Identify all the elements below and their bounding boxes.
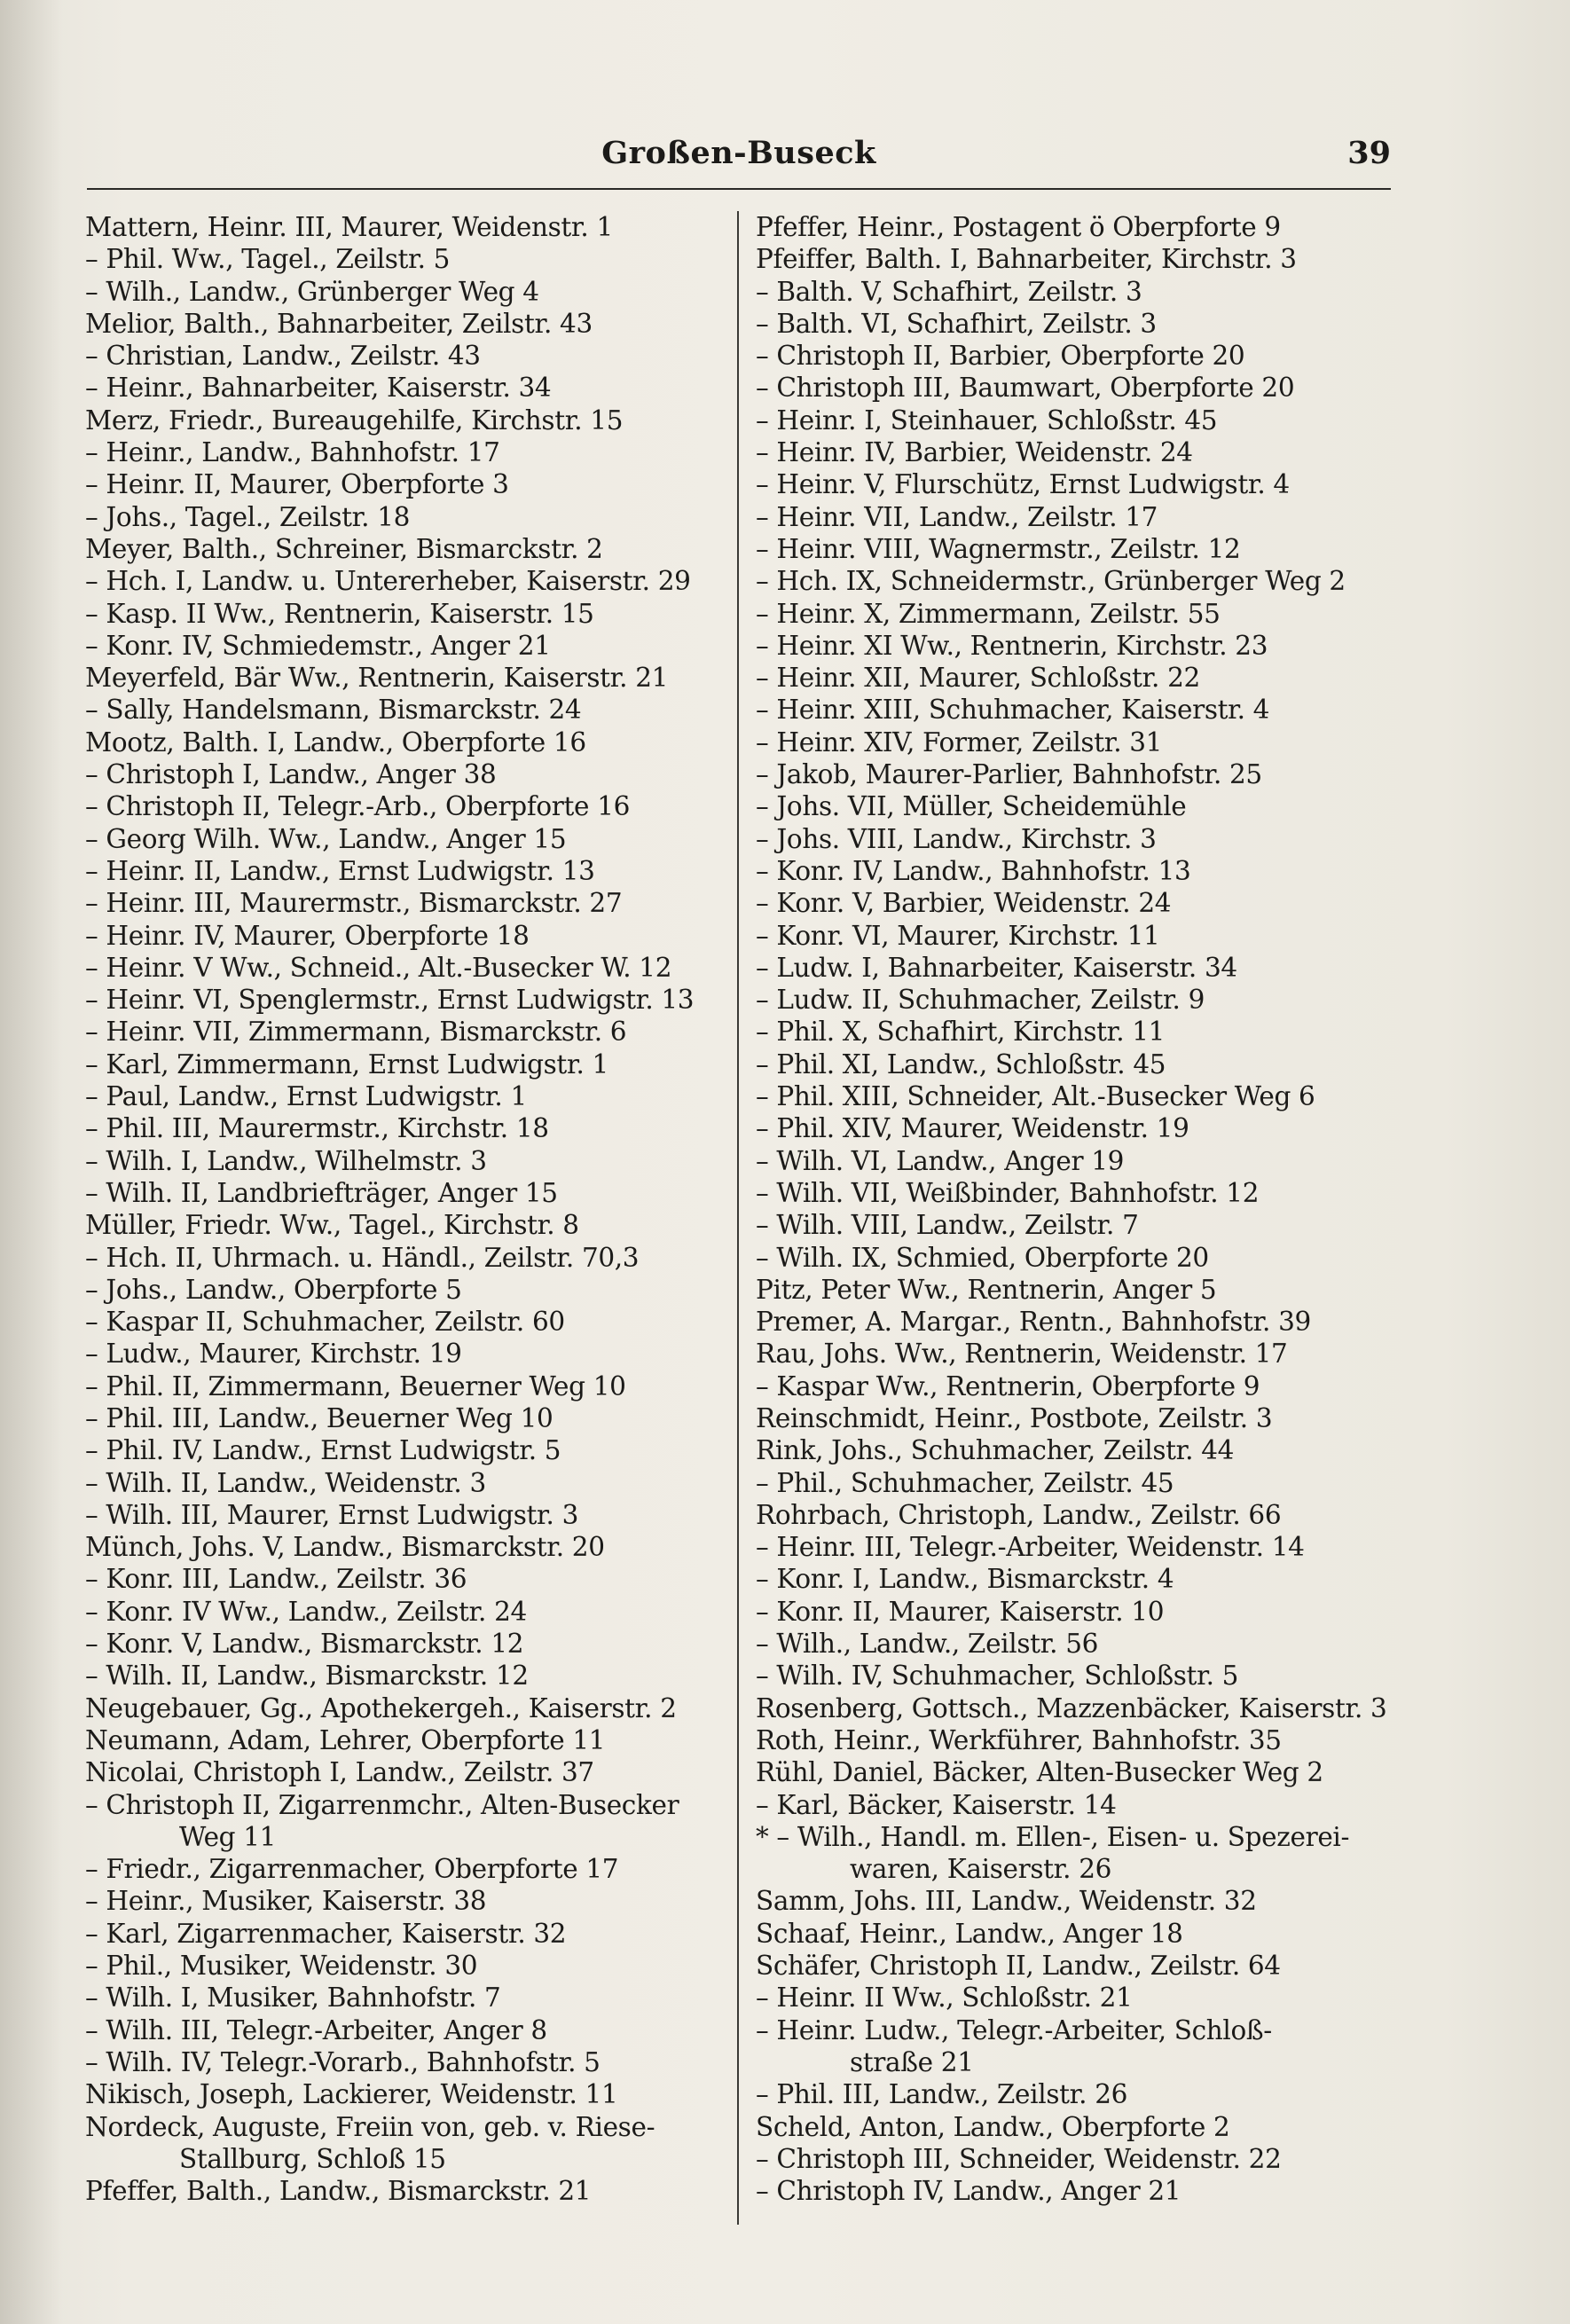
directory-entry: – Heinr. II, Landw., Ernst Ludwigstr. 13	[85, 855, 595, 886]
directory-entry: – Konr. II, Maurer, Kaiserstr. 10	[756, 1596, 1165, 1627]
directory-entry: – Heinr. XII, Maurer, Schloßstr. 22	[756, 663, 1200, 694]
directory-entry: – Heinr. II, Maurer, Oberpforte 3	[85, 469, 509, 500]
directory-entry-continuation: straße 21	[850, 2046, 974, 2077]
directory-entry: – Wilh. II, Landw., Bismarckstr. 12	[85, 1661, 529, 1692]
left-column	[85, 211, 731, 2207]
directory-entry: Rink, Johs., Schuhmacher, Zeilstr. 44	[756, 1435, 1235, 1466]
column-divider	[737, 211, 739, 2225]
directory-entry: – Phil. X, Schafhirt, Kirchstr. 11	[756, 1017, 1166, 1048]
directory-entry: Samm, Johs. III, Landw., Weidenstr. 32	[756, 1886, 1257, 1917]
directory-entry: Mattern, Heinr. III, Maurer, Weidenstr. 1	[85, 212, 613, 242]
directory-entry: Roth, Heinr., Werkführer, Bahnhofstr. 35	[756, 1724, 1282, 1755]
directory-entry: – Hch. I, Landw. u. Untererheber, Kaiserstr. 29	[85, 566, 691, 597]
directory-entry: – Konr. IV Ww., Landw., Zeilstr. 24	[85, 1596, 527, 1627]
directory-entry: – Wilh. VIII, Landw., Zeilstr. 7	[756, 1210, 1139, 1241]
directory-entry: – Heinr. X, Zimmermann, Zeilstr. 55	[756, 598, 1221, 629]
directory-entry-continuation: waren, Kaiserstr. 26	[850, 1854, 1112, 1885]
directory-entry: – Phil., Musiker, Weidenstr. 30	[85, 1951, 478, 1982]
directory-entry: – Heinr. XIII, Schuhmacher, Kaiserstr. 4	[756, 695, 1270, 726]
directory-entry: – Wilh. VI, Landw., Anger 19	[756, 1145, 1125, 1176]
directory-entry: – Konr. I, Landw., Bismarckstr. 4	[756, 1564, 1174, 1595]
directory-entry: – Balth. VI, Schafhirt, Zeilstr. 3	[756, 308, 1157, 339]
directory-entry: – Hch. II, Uhrmach. u. Händl., Zeilstr. 70,3	[85, 1242, 640, 1273]
directory-entry: – Phil., Schuhmacher, Zeilstr. 45	[756, 1467, 1174, 1498]
directory-entry: – Paul, Landw., Ernst Ludwigstr. 1	[85, 1081, 527, 1112]
directory-entry-marked: * – Wilh., Handl. m. Ellen-, Eisen- u. Spezerei-	[756, 1821, 1350, 1852]
directory-entry: – Kasp. II Ww., Rentnerin, Kaiserstr. 15	[85, 598, 594, 629]
directory-entry: – Wilh. I, Landw., Wilhelmstr. 3	[85, 1145, 487, 1176]
directory-entry: Münch, Johs. V, Landw., Bismarckstr. 20	[85, 1532, 605, 1563]
directory-entry: – Kaspar II, Schuhmacher, Zeilstr. 60	[85, 1307, 565, 1338]
directory-entry: Merz, Friedr., Bureaugehilfe, Kirchstr. 15	[85, 404, 624, 436]
directory-entry: – Heinr. VII, Zimmermann, Bismarckstr. 6	[85, 1017, 627, 1048]
directory-entry: Nicolai, Christoph I, Landw., Zeilstr. 37	[85, 1757, 594, 1788]
directory-entry: Rau, Johs. Ww., Rentnerin, Weidenstr. 17	[756, 1339, 1288, 1370]
directory-entry: Rühl, Daniel, Bäcker, Alten-Busecker Weg 2	[756, 1757, 1323, 1788]
directory-entry: – Christoph II, Telegr.-Arb., Oberpforte 16	[85, 791, 631, 822]
directory-entry: Pfeiffer, Balth. I, Bahnarbeiter, Kirchstr. 3	[756, 244, 1297, 275]
directory-entry: – Heinr. IV, Maurer, Oberpforte 18	[85, 920, 530, 951]
directory-entry: – Konr. III, Landw., Zeilstr. 36	[85, 1564, 467, 1595]
directory-entry: – Phil. XI, Landw., Schloßstr. 45	[756, 1048, 1166, 1080]
directory-entry: – Heinr. VI, Spenglermstr., Ernst Ludwigstr. 13	[85, 985, 695, 1016]
directory-entry: – Heinr. IV, Barbier, Weidenstr. 24	[756, 437, 1193, 468]
directory-entry: – Georg Wilh. Ww., Landw., Anger 15	[85, 823, 567, 854]
directory-entry: – Heinr., Landw., Bahnhofstr. 17	[85, 437, 500, 468]
directory-entry: Mootz, Balth. I, Landw., Oberpforte 16	[85, 726, 586, 758]
directory-entry: – Johs., Landw., Oberpforte 5	[85, 1274, 462, 1305]
directory-entry: – Ludw. I, Bahnarbeiter, Kaiserstr. 34	[756, 952, 1237, 983]
directory-entry: – Hch. IX, Schneidermstr., Grünberger Weg 2	[756, 566, 1346, 597]
directory-entry: – Phil. III, Landw., Beuerner Weg 10	[85, 1402, 553, 1433]
directory-entry: Pfeffer, Balth., Landw., Bismarckstr. 21	[85, 2176, 592, 2207]
directory-entry: Reinschmidt, Heinr., Postbote, Zeilstr. 3	[756, 1402, 1273, 1433]
directory-entry: – Wilh., Landw., Grünberger Weg 4	[85, 276, 539, 307]
right-column	[756, 211, 1401, 2207]
directory-entry: – Phil. III, Maurermstr., Kirchstr. 18	[85, 1113, 549, 1144]
directory-entry: – Heinr., Bahnarbeiter, Kaiserstr. 34	[85, 373, 552, 404]
directory-entry: Rohrbach, Christoph, Landw., Zeilstr. 66	[756, 1499, 1282, 1530]
directory-entry: – Phil. IV, Landw., Ernst Ludwigstr. 5	[85, 1435, 561, 1466]
directory-entry: – Heinr. VIII, Wagnermstr., Zeilstr. 12	[756, 533, 1241, 564]
directory-entry: – Heinr. I, Steinhauer, Schloßstr. 45	[756, 404, 1218, 436]
directory-entry: – Wilh., Landw., Zeilstr. 56	[756, 1629, 1099, 1660]
directory-entry: – Christoph II, Barbier, Oberpforte 20	[756, 341, 1245, 372]
directory-entry: – Christian, Landw., Zeilstr. 43	[85, 341, 481, 372]
directory-entry: – Wilh. IV, Telegr.-Vorarb., Bahnhofstr. 5	[85, 2046, 601, 2077]
page-header	[87, 135, 1391, 185]
directory-entry-continuation: Stallburg, Schloß 15	[179, 2143, 446, 2174]
directory-entry: – Kaspar Ww., Rentnerin, Oberpforte 9	[756, 1370, 1260, 1401]
directory-entry: – Heinr. V Ww., Schneid., Alt.-Busecker W. 12	[85, 952, 672, 983]
directory-entry: – Ludw. II, Schuhmacher, Zeilstr. 9	[756, 985, 1205, 1016]
directory-entry: – Christoph II, Zigarrenmchr., Alten-Busecker	[85, 1789, 679, 1820]
directory-entry: – Phil. III, Landw., Zeilstr. 26	[756, 2079, 1128, 2110]
directory-entry: Meyerfeld, Bär Ww., Rentnerin, Kaiserstr. 21	[85, 663, 669, 694]
directory-entry: – Wilh. III, Telegr.-Arbeiter, Anger 8	[85, 2014, 547, 2045]
directory-entry: – Christoph III, Baumwart, Oberpforte 20	[756, 373, 1295, 404]
directory-entry-continuation: Weg 11	[179, 1821, 277, 1852]
directory-entry: – Heinr. III, Maurermstr., Bismarckstr. 27	[85, 888, 623, 919]
header-rule	[87, 188, 1391, 190]
directory-entry: – Wilh. II, Landw., Weidenstr. 3	[85, 1467, 486, 1498]
directory-entry: – Christoph IV, Landw., Anger 21	[756, 2176, 1181, 2207]
directory-entry: Neumann, Adam, Lehrer, Oberpforte 11	[85, 1724, 606, 1755]
directory-entry: – Jakob, Maurer-Parlier, Bahnhofstr. 25	[756, 759, 1262, 790]
directory-entry: – Heinr. II Ww., Schloßstr. 21	[756, 1982, 1133, 2014]
directory-entry: – Heinr. VII, Landw., Zeilstr. 17	[756, 501, 1158, 532]
directory-entry: – Balth. V, Schafhirt, Zeilstr. 3	[756, 276, 1142, 307]
directory-entry: – Konr. V, Landw., Bismarckstr. 12	[85, 1629, 524, 1660]
directory-entry: Rosenberg, Gottsch., Mazzenbäcker, Kaiserstr. 3	[756, 1692, 1387, 1723]
directory-entry: Neugebauer, Gg., Apothekergeh., Kaiserstr. 2	[85, 1692, 677, 1723]
directory-entry: – Wilh. VII, Weißbinder, Bahnhofstr. 12	[756, 1177, 1260, 1208]
directory-entry: – Karl, Zimmermann, Ernst Ludwigstr. 1	[85, 1048, 608, 1080]
directory-entry: – Johs. VIII, Landw., Kirchstr. 3	[756, 823, 1157, 854]
directory-entry: – Konr. VI, Maurer, Kirchstr. 11	[756, 920, 1160, 951]
binding-shadow	[0, 0, 62, 2324]
directory-entry: – Karl, Bäcker, Kaiserstr. 14	[756, 1789, 1117, 1820]
directory-entry: Pitz, Peter Ww., Rentnerin, Anger 5	[756, 1274, 1217, 1305]
directory-entry: – Heinr. III, Telegr.-Arbeiter, Weidenstr. 14	[756, 1532, 1305, 1563]
directory-entry: – Ludw., Maurer, Kirchstr. 19	[85, 1339, 462, 1370]
running-head: Großen-Buseck	[601, 135, 876, 171]
directory-entry: Müller, Friedr. Ww., Tagel., Kirchstr. 8	[85, 1210, 579, 1241]
directory-entry: Premer, A. Margar., Rentn., Bahnhofstr. 39	[756, 1307, 1311, 1338]
directory-entry: – Johs. VII, Müller, Scheidemühle	[756, 791, 1187, 822]
directory-entry: Schaaf, Heinr., Landw., Anger 18	[756, 1918, 1183, 1949]
directory-entry: Nikisch, Joseph, Lackierer, Weidenstr. 11	[85, 2079, 618, 2110]
directory-entry: Melior, Balth., Bahnarbeiter, Zeilstr. 43	[85, 308, 593, 339]
directory-entry: – Phil. XIV, Maurer, Weidenstr. 19	[756, 1113, 1189, 1144]
directory-entry: – Phil. XIII, Schneider, Alt.-Busecker Weg 6	[756, 1081, 1315, 1112]
directory-entry: – Heinr. Ludw., Telegr.-Arbeiter, Schloß-	[756, 2014, 1272, 2045]
directory-entry: Nordeck, Auguste, Freiin von, geb. v. Riese-	[85, 2111, 655, 2142]
directory-entry: – Wilh. I, Musiker, Bahnhofstr. 7	[85, 1982, 501, 2014]
directory-entry: – Phil. Ww., Tagel., Zeilstr. 5	[85, 244, 451, 275]
directory-entry: – Heinr., Musiker, Kaiserstr. 38	[85, 1886, 487, 1917]
directory-entry: – Wilh. III, Maurer, Ernst Ludwigstr. 3	[85, 1499, 579, 1530]
directory-entry: – Heinr. XIV, Former, Zeilstr. 31	[756, 726, 1163, 758]
directory-entry: – Wilh. IV, Schuhmacher, Schloßstr. 5	[756, 1661, 1239, 1692]
directory-entry: – Sally, Handelsmann, Bismarckstr. 24	[85, 695, 582, 726]
directory-entry: Pfeffer, Heinr., Postagent ö Oberpforte 9	[756, 212, 1281, 242]
directory-entry: Schäfer, Christoph II, Landw., Zeilstr. 64	[756, 1951, 1281, 1982]
directory-entry: – Wilh. IX, Schmied, Oberpforte 20	[756, 1242, 1209, 1273]
directory-entry: – Phil. II, Zimmermann, Beuerner Weg 10	[85, 1370, 626, 1401]
directory-entry: – Johs., Tagel., Zeilstr. 18	[85, 501, 411, 532]
directory-entry: – Konr. IV, Landw., Bahnhofstr. 13	[756, 855, 1191, 886]
directory-entry: – Konr. IV, Schmiedemstr., Anger 21	[85, 630, 551, 661]
directory-entry: – Friedr., Zigarrenmacher, Oberpforte 17	[85, 1854, 619, 1885]
directory-entry: Meyer, Balth., Schreiner, Bismarckstr. 2	[85, 533, 603, 564]
page-number: 39	[1347, 135, 1391, 171]
directory-entry: – Konr. V, Barbier, Weidenstr. 24	[756, 888, 1172, 919]
directory-entry: – Heinr. V, Flurschütz, Ernst Ludwigstr. 4	[756, 469, 1290, 500]
directory-entry: – Christoph I, Landw., Anger 38	[85, 759, 497, 790]
directory-entry: – Christoph III, Schneider, Weidenstr. 22	[756, 2143, 1282, 2174]
directory-entry: Scheld, Anton, Landw., Oberpforte 2	[756, 2111, 1230, 2142]
directory-entry: – Wilh. II, Landbriefträger, Anger 15	[85, 1177, 558, 1208]
directory-entry: – Heinr. XI Ww., Rentnerin, Kirchstr. 23	[756, 630, 1268, 661]
directory-entry: – Karl, Zigarrenmacher, Kaiserstr. 32	[85, 1918, 567, 1949]
